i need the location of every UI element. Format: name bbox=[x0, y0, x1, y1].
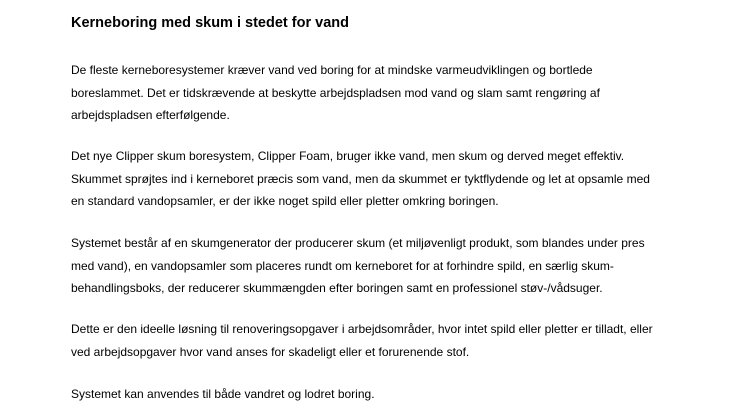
paragraph-line: arbejdspladsen efterfølgende. bbox=[71, 108, 230, 122]
paragraph-3 bbox=[71, 232, 645, 300]
paragraph-line: en standard vandopsamler, er der ikke noget spild eller pletter omkring boringen. bbox=[71, 194, 499, 208]
paragraph-5 bbox=[71, 383, 375, 406]
paragraph-line: med vand), en vandopsamler som placeres rundt om kerneboret for at forhindre spild, en særlig skum- bbox=[71, 258, 614, 273]
paragraph-4 bbox=[71, 318, 653, 363]
paragraph-line: Det nye Clipper skum boresystem, Clipper Foam, bruger ikke vand, men skum og derved meget effektiv. bbox=[71, 149, 625, 163]
paragraph-line: boreslammet. Det er tidskrævende at beskytte arbejdspladsen mod vand og slam samt rengøring af bbox=[71, 85, 600, 100]
document-title: Kerneboring med skum i stedet for vand bbox=[71, 15, 349, 31]
paragraph-line: Skummet sprøjtes ind i kerneboret præcis som vand, men da skummet er tyktflydende og let at opsamle med bbox=[71, 171, 650, 186]
paragraph-line: Systemet består af en skumgenerator der producerer skum (et miljøvenligt produkt, som blandes under pres bbox=[71, 236, 645, 250]
paragraph-line: ved arbejdsopgaver hvor vand anses for skadeligt eller et forurenende stof. bbox=[71, 344, 470, 359]
paragraph-2 bbox=[71, 145, 650, 213]
paragraph-line: Systemet kan anvendes til både vandret og lodret boring. bbox=[71, 387, 375, 401]
paragraph-line: Dette er den ideelle løsning til renoveringsopgaver i arbejdsområder, hvor intet spild eller pletter er tilladt, eller bbox=[71, 322, 653, 336]
paragraph-line: behandlingsboks, der reducerer skummængden efter boringen samt en professionel støv-/vådsuger. bbox=[71, 281, 603, 295]
paragraph-line: De fleste kerneboresystemer kræver vand ved boring for at mindske varmeudviklingen og bortlede bbox=[71, 63, 593, 77]
paragraph-1 bbox=[71, 59, 600, 127]
